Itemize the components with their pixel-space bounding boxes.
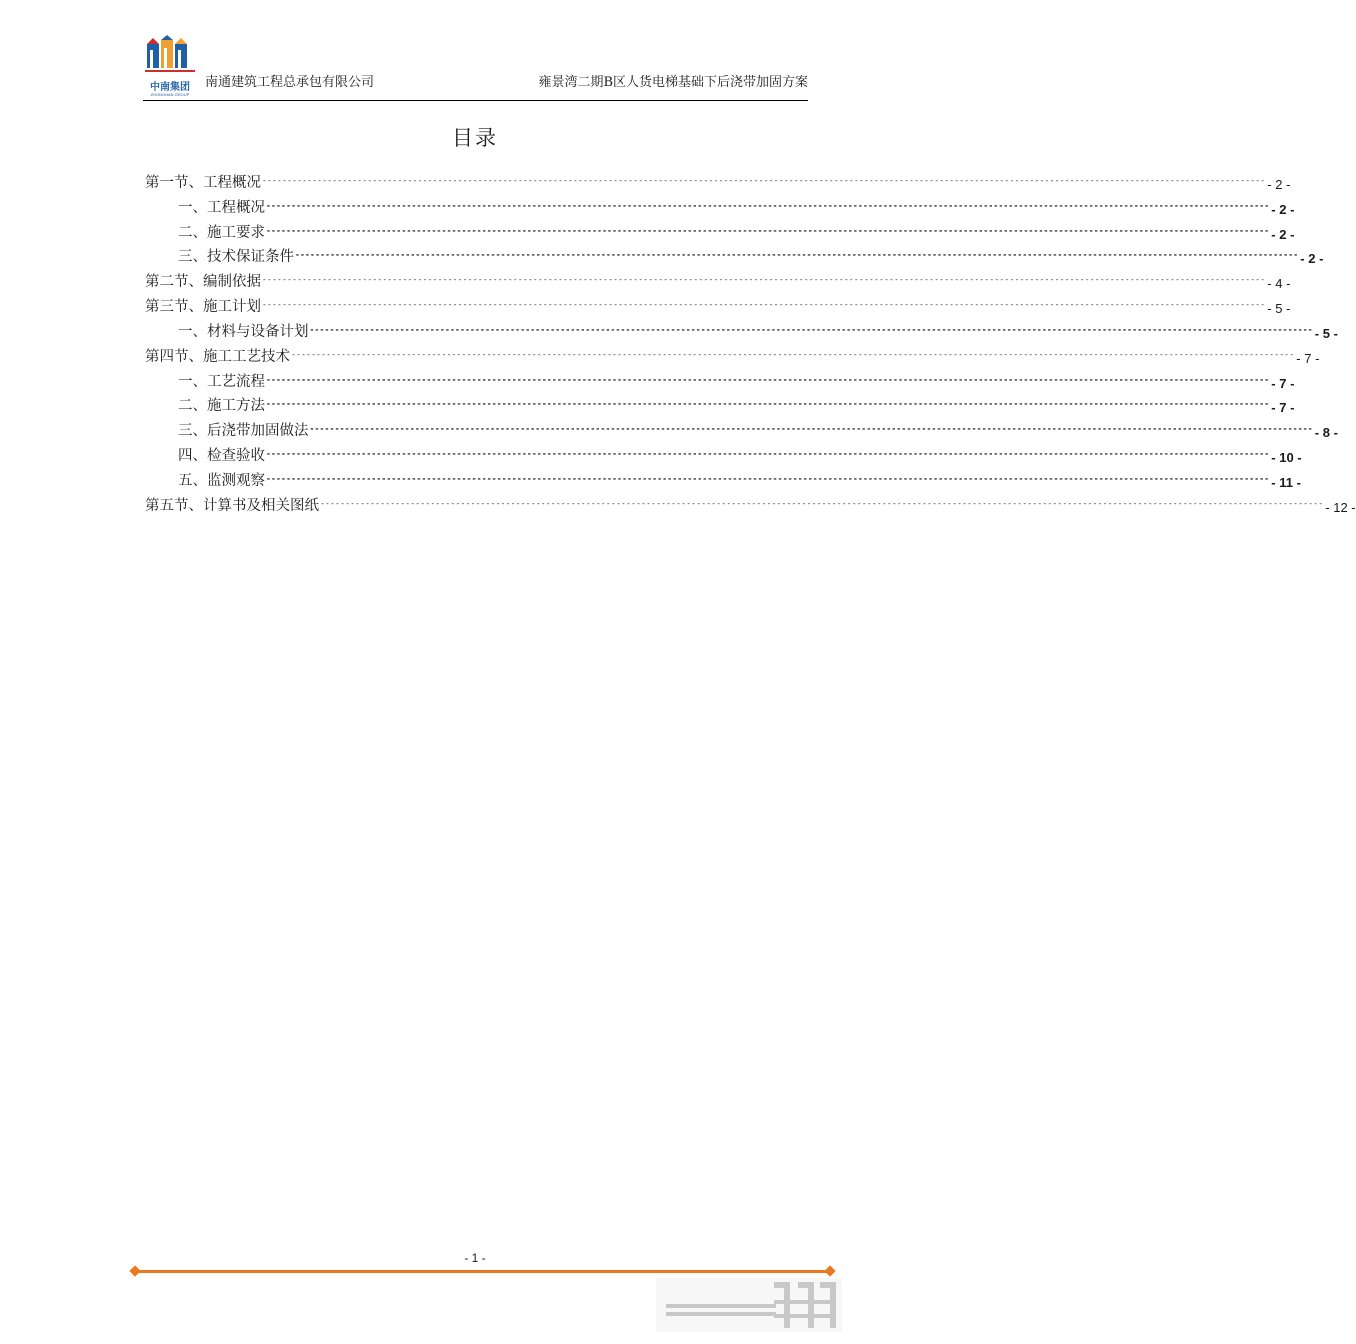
logo-subtext: ZHONGNAN GROUP bbox=[150, 92, 190, 97]
toc-entry-label: 一、工程概况 bbox=[178, 199, 265, 216]
toc-entry[interactable] bbox=[145, 316, 1338, 341]
page-number: - 1 - bbox=[464, 1251, 486, 1265]
company-name: 南通建筑工程总承包有限公司 bbox=[205, 75, 375, 90]
toc-entry-label: 第五节、计算书及相关图纸 bbox=[145, 497, 319, 514]
toc-entry-page: - 4 - bbox=[1267, 276, 1291, 292]
toc-entry-label: 五、监测观察 bbox=[178, 472, 265, 489]
toc-entry-page: - 8 - bbox=[1314, 425, 1338, 441]
toc-entry-page: - 2 - bbox=[1300, 251, 1324, 267]
toc-entry[interactable] bbox=[145, 217, 1295, 242]
toc-leader-dashes: -------------------------------------------------------------------------------------------------------------------------------------------------------------------------------------------------------- bbox=[266, 399, 1270, 409]
toc-entry[interactable] bbox=[145, 415, 1338, 441]
toc-entry[interactable] bbox=[145, 366, 1295, 391]
toc-leader-dashes: -------------------------------------------------------------------------------------------------------------------------------------------------------------------------------------------------------- bbox=[309, 324, 1313, 334]
toc-entry-label: 三、技术保证条件 bbox=[178, 249, 294, 266]
toc-entry-page: - 11 - bbox=[1271, 474, 1301, 490]
toc-title: 目录 bbox=[452, 126, 498, 150]
toc-entry-label: 一、材料与设备计划 bbox=[178, 323, 309, 340]
toc-entry-label: 二、施工要求 bbox=[178, 224, 265, 241]
footer-divider bbox=[135, 1270, 830, 1273]
toc-entry-page: - 2 - bbox=[1271, 226, 1295, 242]
toc-leader-dashes: -------------------------------------------------------------------------------------------------------------------------------------------------------------------------------------------------------- bbox=[309, 424, 1313, 434]
toc-entry-label: 一、工艺流程 bbox=[178, 373, 265, 390]
toc-entry-page: - 12 - bbox=[1325, 499, 1356, 515]
toc-leader-dashes: -------------------------------------------------------------------------------------------------------------------------------------------------------------------------------------------------------- bbox=[320, 498, 1324, 508]
toc-leader-dashes: -------------------------------------------------------------------------------------------------------------------------------------------------------------------------------------------------------- bbox=[266, 225, 1270, 235]
corner-watermark bbox=[656, 1278, 842, 1332]
toc-entry[interactable] bbox=[145, 242, 1324, 267]
toc-leader-dashes: -------------------------------------------------------------------------------------------------------------------------------------------------------------------------------------------------------- bbox=[262, 300, 1266, 310]
toc-leader-dashes: -------------------------------------------------------------------------------------------------------------------------------------------------------------------------------------------------------- bbox=[266, 200, 1270, 210]
toc-entry[interactable] bbox=[145, 465, 1301, 490]
toc-entry[interactable] bbox=[145, 440, 1302, 466]
toc-entry-label: 第一节、工程概况 bbox=[145, 174, 261, 191]
toc-entry-page: - 10 - bbox=[1271, 450, 1302, 466]
toc-leader-dashes: -------------------------------------------------------------------------------------------------------------------------------------------------------------------------------------------------------- bbox=[262, 275, 1266, 285]
toc-entry[interactable] bbox=[145, 192, 1295, 217]
project-title: 雍景湾二期B区人货电梯基础下后浇带加固方案 bbox=[538, 75, 808, 90]
toc-entry-label: 第四节、施工工艺技术 bbox=[145, 348, 290, 365]
toc-entry-label: 第二节、编制依据 bbox=[145, 274, 261, 291]
toc-entry-page: - 7 - bbox=[1271, 375, 1295, 391]
toc-entry-page: - 5 - bbox=[1267, 301, 1291, 317]
toc-entry[interactable] bbox=[145, 391, 1295, 416]
toc-entry[interactable] bbox=[145, 490, 1356, 515]
toc-leader-dashes: -------------------------------------------------------------------------------------------------------------------------------------------------------------------------------------------------------- bbox=[266, 473, 1270, 483]
toc-leader-dashes: -------------------------------------------------------------------------------------------------------------------------------------------------------------------------------------------------------- bbox=[266, 449, 1270, 459]
toc-leader-dashes: -------------------------------------------------------------------------------------------------------------------------------------------------------------------------------------------------------- bbox=[295, 250, 1299, 260]
toc-entry-page: - 7 - bbox=[1271, 400, 1295, 416]
toc-entry-label: 第三节、施工计划 bbox=[145, 299, 261, 316]
toc-leader-dashes: -------------------------------------------------------------------------------------------------------------------------------------------------------------------------------------------------------- bbox=[266, 374, 1270, 384]
toc-entry[interactable] bbox=[145, 341, 1320, 366]
toc-entry-page: - 7 - bbox=[1296, 350, 1320, 366]
footer-diamond-right bbox=[824, 1265, 835, 1276]
toc-entry-label: 四、检查验收 bbox=[178, 448, 265, 465]
logo-text: 中南集团 bbox=[150, 82, 190, 93]
toc-entry-label: 二、施工方法 bbox=[178, 398, 265, 415]
footer-diamond-left bbox=[129, 1265, 140, 1276]
toc-leader-dashes: -------------------------------------------------------------------------------------------------------------------------------------------------------------------------------------------------------- bbox=[262, 175, 1266, 185]
toc-entry-page: - 2 - bbox=[1267, 176, 1291, 192]
header-divider bbox=[143, 100, 808, 101]
toc-entry-page: - 2 - bbox=[1271, 201, 1295, 217]
toc-entry-label: 三、后浇带加固做法 bbox=[178, 423, 309, 440]
toc-leader-dashes: -------------------------------------------------------------------------------------------------------------------------------------------------------------------------------------------------------- bbox=[291, 349, 1295, 359]
toc-entry[interactable] bbox=[145, 266, 1291, 292]
toc-entry[interactable] bbox=[145, 167, 1291, 192]
toc-entry[interactable] bbox=[145, 291, 1291, 317]
table-of-contents bbox=[145, 167, 1356, 515]
toc-entry-page: - 5 - bbox=[1314, 325, 1338, 341]
page-header bbox=[143, 38, 808, 102]
